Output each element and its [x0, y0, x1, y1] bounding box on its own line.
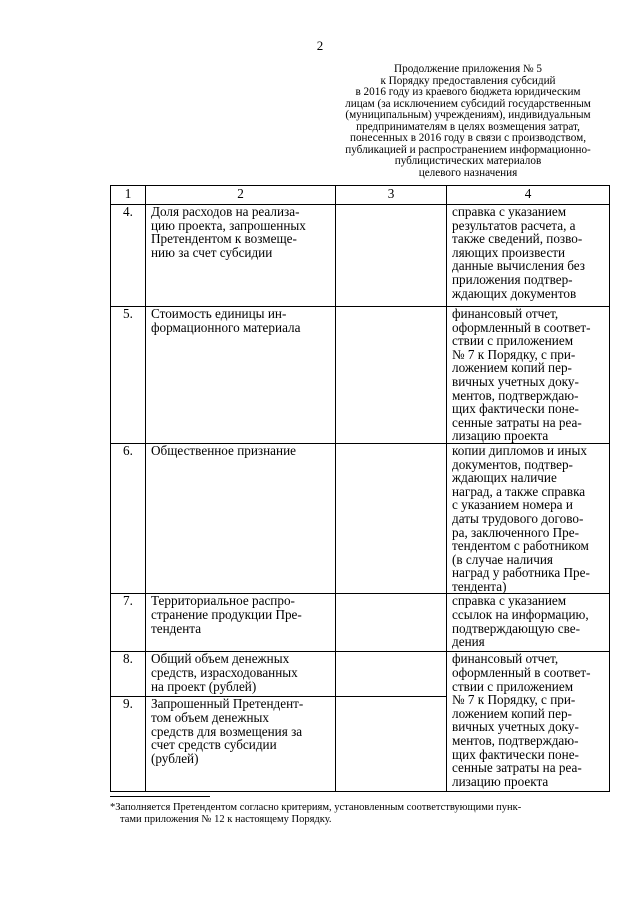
- criterion-value-cell: [336, 697, 447, 792]
- row-number: 7.: [111, 594, 146, 652]
- footnote-divider: [110, 796, 210, 797]
- table-row: [111, 594, 610, 652]
- supporting-document-merged: финансовый отчет, оформленный в соответ- ствии с приложением № 7 к Порядку, с при- ложением копий пер- вичных учетных доку- ментов, подтверждаю- щих фактически поне- сенные затраты на реа- лизацию проекта: [447, 652, 610, 792]
- supporting-document: справка с указанием результатов расчета, а также сведений, позво- ляющих произвести данные вычисления без приложения подтвер- ждающих документов: [447, 205, 610, 307]
- supporting-document: финансовый отчет, оформленный в соответ- ствии с приложением № 7 к Порядку, с при- ложением копий пер- вичных учетных доку- ментов, подтверждаю- щих фактически поне- сенные затраты на реа- лизацию проекта: [447, 307, 610, 444]
- criterion-value-cell: [336, 443, 447, 594]
- column-header: 1: [111, 186, 146, 205]
- criterion-value-cell: [336, 594, 447, 652]
- row-number: 8.: [111, 652, 146, 697]
- table-row: [111, 652, 610, 697]
- criteria-table: [110, 185, 610, 792]
- header-line: предпринимателям в целях возмещения затрат,: [356, 120, 580, 133]
- criterion-name: Доля расходов на реализа- цию проекта, запрошенных Претендентом к возмеще- нию за счет субсидии: [146, 205, 336, 307]
- header-line: целевого назначения: [418, 166, 518, 179]
- column-header: 3: [336, 186, 447, 205]
- criterion-name: Общий объем денежных средств, израсходованных на проект (рублей): [146, 652, 336, 697]
- row-number: 6.: [111, 443, 146, 594]
- criterion-value-cell: [336, 652, 447, 697]
- column-header: 2: [146, 186, 336, 205]
- table-row: [111, 307, 610, 444]
- row-number: 5.: [111, 307, 146, 444]
- criterion-name: Стоимость единицы ин- формационного материала: [146, 307, 336, 444]
- criterion-name: Территориальное распро- странение продукции Пре- тендента: [146, 594, 336, 652]
- supporting-document: копии дипломов и иных документов, подтвер- ждающих наличие наград, а также справка с указанием номера и даты трудового догово- ра, заключенного Пре- тендентом с работником (в случае наличия наград у работника Пре- тендента): [447, 443, 610, 594]
- criterion-value-cell: [336, 307, 447, 444]
- header-line: понесенных в 2016 году в связи с производством,: [349, 132, 587, 144]
- header-line: к Порядку предоставления субсидий: [380, 74, 556, 87]
- footnote-line: тами приложения № 12 к настоящему Порядку.: [120, 814, 332, 825]
- header-line: лицам (за исключением субсидий государственным: [345, 97, 591, 110]
- footnote-line: *Заполняется Претендентом согласно критериям, установленным соответствующими пунк-: [110, 802, 522, 813]
- header-line: Продолжение приложения № 5: [394, 63, 542, 75]
- appendix-header: [318, 64, 618, 179]
- column-header: 4: [447, 186, 610, 205]
- page-number: 2: [316, 38, 324, 53]
- header-line: публикацией и распространением информационно-: [345, 143, 591, 156]
- header-line: (муниципальным) учреждениям), индивидуальным: [345, 109, 591, 121]
- table-header-row: [111, 186, 610, 205]
- table-row: [111, 443, 610, 594]
- header-line: в 2016 году из краевого бюджета юридическим: [355, 86, 581, 98]
- supporting-document: справка с указанием ссылок на информацию, подтверждающую све- дения: [447, 594, 610, 652]
- row-number: 9.: [111, 697, 146, 792]
- row-number: 4.: [111, 205, 146, 307]
- criterion-value-cell: [336, 205, 447, 307]
- criterion-name: Общественное признание: [146, 443, 336, 594]
- criterion-name: Запрошенный Претендент- том объем денежных средств для возмещения за счет средств субсидии (рублей): [146, 697, 336, 792]
- table-row: [111, 205, 610, 307]
- header-line: публицистических материалов: [394, 155, 542, 167]
- footnote: [110, 802, 612, 826]
